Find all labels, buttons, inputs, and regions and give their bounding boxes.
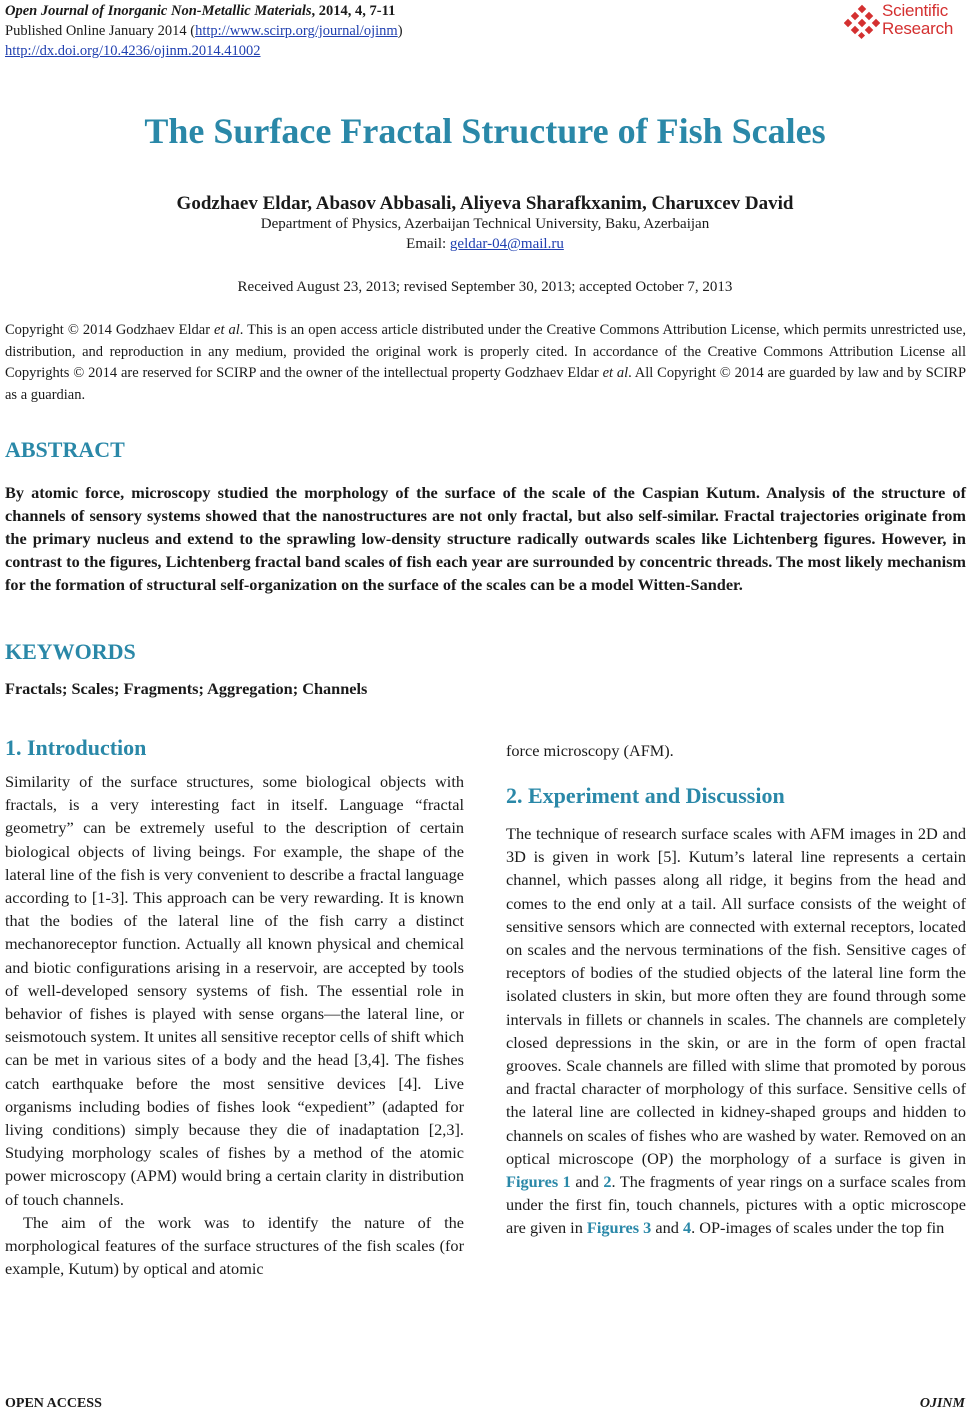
email-label: Email: bbox=[406, 236, 450, 252]
logo-line-1: Scientific bbox=[882, 1, 949, 20]
journal-line bbox=[5, 1, 403, 21]
experiment-and-2: and bbox=[651, 1218, 683, 1238]
email-link[interactable]: geldar-04@mail.ru bbox=[449, 236, 564, 252]
experiment-text-3: . OP-images of scales under the top fin bbox=[691, 1218, 945, 1238]
figure-4-link[interactable]: 4 bbox=[682, 1218, 692, 1238]
experiment-text-1: The technique of research surface scales with AFM images in 2D and 3D is given in work [5]. Kutum’s lateral line represents a certain channel, which passes along all ridge, it begins from the head and comes to the end only at a tail. All surface consists of the weight of sensitive sensors which are connected with external receptors, located on scales and the nervous terminations of the fish. Sensitive cages of receptors of bodies of the studied objects of the lateral line form the isolated clusters in skin, but more often they are found through some intervals in fillets or channels in scales. The channels are completely closed depressions in the skin, or are in the form of open fractal grooves. Scale channels are filled with slime that promoted by porous and fractal character of morphology of this surface. Sensitive cells of the lateral line are collected in kidney-shaped groups and hidden to channels on scales of fishes who are washed by water. Removed on an optical microscope (OP) the morphology of a surface is given in bbox=[506, 824, 966, 1168]
copyright-text-2: . This is an open access article distributed under the Creative Commons Attribution License, which permits unrestricted use, distribution, and reproduction in any medium, provided the original work is properly cited. In accordance of the Creative Commons Attribution License all Copyrights © 2014 are reserved for SCIRP and the owner of the intellectual property Godzhaev Eldar bbox=[5, 322, 966, 381]
keywords-heading: KEYWORDS bbox=[5, 639, 136, 664]
paper-title: The Surface Fractal Structure of Fish Scales bbox=[144, 111, 826, 151]
logo-line-2: Research bbox=[882, 19, 954, 38]
scientific-research-logo bbox=[844, 2, 966, 42]
experiment-text-2: . The fragments of year rings on a surface scales from under the first fin, touch channels, pictures with a optic microscope are given in bbox=[506, 1172, 966, 1238]
introduction-heading: 1. Introduction bbox=[5, 735, 147, 760]
introduction-paragraph-1: Similarity of the surface structures, some biological objects with fractals, is a very interesting fact in itself. Language “fractal geometry” can be extremely useful to the description of certain biological objects of living beings. For example, the shape of the lateral line of the fish is very convenient to describe a fractal language according to [1-3]. This approach can be very rewarding. It is known that the bodies of the lateral line of the fish carry a distinct mechanoreceptor function. Actually all known physical and chemical and biotic configurations arising in a reservoir, are accepted by tools of well-developed sensory systems of fish. The essential role in behavior of fishes is played with sense organs—the lateral line, or seismotouch system. It unites all sensitive receptor cells of shift which can be met in various sites of a body and the head [3,4]. The fishes catch earthquake before the most sensitive devices [4]. Live organisms including bodies of fishes look “expedient” (adapted for living conditions) simply because they die of inadaptation [2,3]. Studying morphology scales of fishes by a method of the atomic power microscopy (APM) would bring a certain clarity in distribution of touch channels. bbox=[5, 772, 464, 1209]
experiment-heading: 2. Experiment and Discussion bbox=[506, 783, 785, 808]
keywords-text: Fractals; Scales; Fragments; Aggregation; Channels bbox=[5, 679, 368, 698]
journal-issue: , 2014, 4, 7-11 bbox=[311, 3, 396, 19]
email-line bbox=[0, 236, 970, 253]
published-text: Published Online January 2014 ( bbox=[5, 23, 196, 39]
affiliation: Department of Physics, Azerbaijan Technical University, Baku, Azerbaijan bbox=[260, 216, 710, 232]
doi-link[interactable]: http://dx.doi.org/10.4236/ojinm.2014.41002 bbox=[5, 43, 261, 59]
copyright-text-3: . All Copyright © 2014 are guarded by law and by SCIRP as a guardian. bbox=[5, 365, 967, 403]
logo-text bbox=[882, 2, 953, 38]
copyright-notice bbox=[5, 320, 966, 406]
figure-2-link[interactable]: 2 bbox=[603, 1172, 612, 1192]
published-suffix: ) bbox=[397, 23, 403, 39]
footer-open-access: OPEN ACCESS bbox=[5, 1396, 102, 1411]
introduction-paragraph-2: The aim of the work was to identify the nature of the morphological features of the surface structures of the fish scales (for example, Kutum) by optical and atomic bbox=[5, 1212, 464, 1279]
experiment-paragraph-1 bbox=[506, 822, 966, 1240]
published-line bbox=[5, 21, 403, 41]
copyright-text-1: Copyright © 2014 Godzhaev Eldar bbox=[5, 322, 215, 338]
logo-diamond-icon bbox=[844, 4, 880, 40]
copyright-etal-1: et al bbox=[214, 322, 240, 338]
abstract-text: By atomic force, microscopy studied the morphology of the surface of the scale of the Caspian Kutum. Analysis of the structure of channels of sensory systems showed that the nanostructures are not only fractal, but also self-similar. Fractal trajectories originate from the primary nucleus and extend to the sprawling low-density structure radically outwards scales like Lichtenberg figures. However, in contrast to the figures, Lichtenberg fractal band scales of fish each year are surrounded by concentric threads. The most likely mechanism for the formation of structural self-organization on the surface of the scales can be a model Witten-Sander. bbox=[5, 483, 966, 594]
experiment-body bbox=[506, 822, 966, 1240]
figure-3-link[interactable]: Figures 3 bbox=[586, 1218, 652, 1238]
introduction-continued: force microscopy (AFM). bbox=[506, 741, 674, 760]
figure-1-link[interactable]: Figures 1 bbox=[506, 1172, 571, 1192]
abstract-heading: ABSTRACT bbox=[5, 437, 125, 462]
journal-header bbox=[5, 1, 403, 61]
journal-url-link[interactable]: http://www.scirp.org/journal/ojinm bbox=[195, 23, 398, 39]
introduction-body bbox=[5, 770, 464, 1280]
experiment-and-1: and bbox=[570, 1172, 604, 1192]
authors: Godzhaev Eldar, Abasov Abbasali, Aliyeva Sharafkxanim, Charuxcev David bbox=[176, 193, 794, 214]
received-dates: Received August 23, 2013; revised September 30, 2013; accepted October 7, 2013 bbox=[237, 279, 733, 295]
footer-journal-abbrev: OJINM bbox=[919, 1396, 965, 1411]
copyright-etal-2: et al bbox=[602, 365, 629, 381]
journal-name: Open Journal of Inorganic Non-Metallic Materials bbox=[5, 3, 312, 19]
